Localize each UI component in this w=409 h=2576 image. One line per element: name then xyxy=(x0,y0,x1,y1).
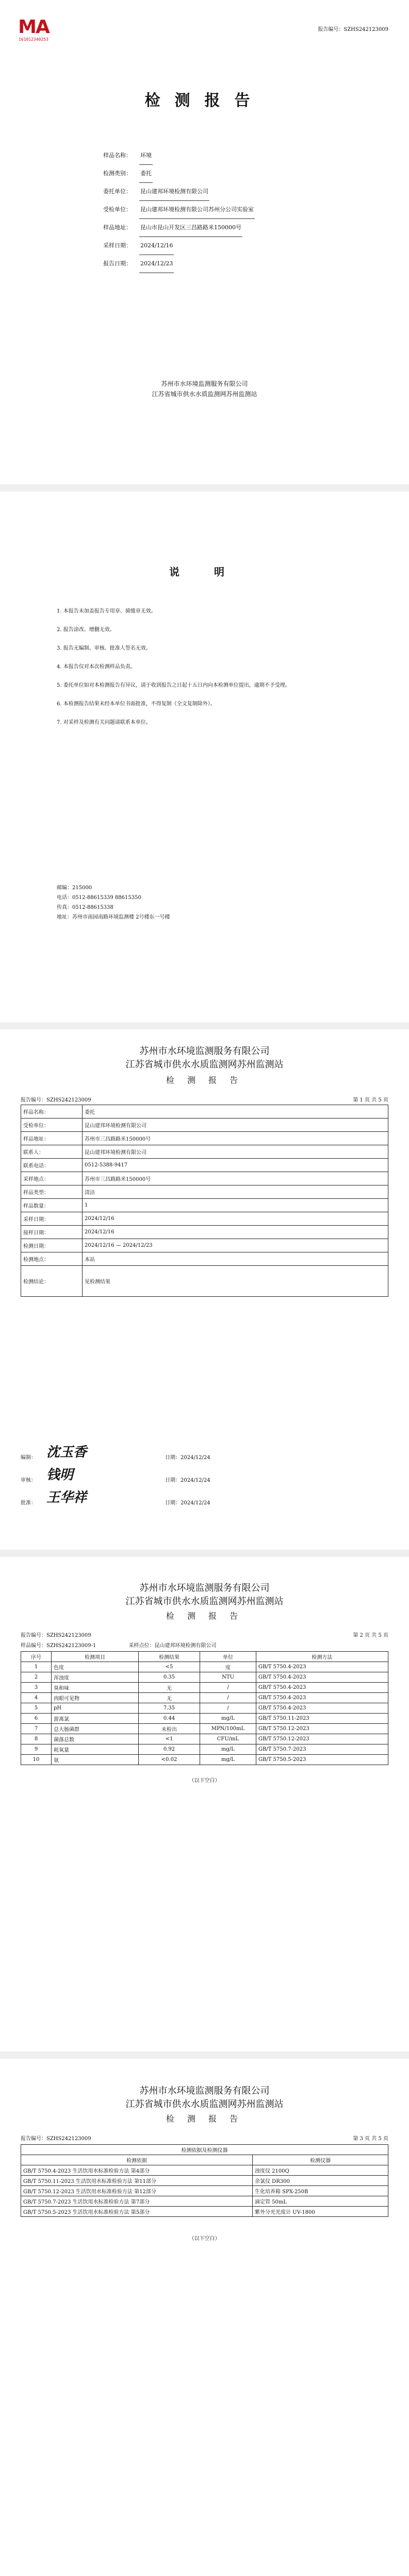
cell-value: 2024/12/16 xyxy=(83,1212,388,1226)
header-cell: 检测仪器 xyxy=(253,2155,388,2165)
info-org-line1: 苏州市水环境监测服务有限公司 xyxy=(139,1046,270,1057)
results-org-line2: 江苏省城市供水水质监测网苏州监测站 xyxy=(125,1596,284,1607)
contact-address: 地址：苏州市南园南路环境监测楼 2号楼东一号楼 xyxy=(57,914,170,920)
methods-table-title: 检测依据及检测仪器 xyxy=(21,2145,388,2155)
info-org-line2: 江苏省城市供水水质监测网苏州监测站 xyxy=(125,1059,284,1070)
cover-title: 检测报告 xyxy=(144,92,265,110)
table-row: 7 总大肠菌群 未检出 MPN/100mL GB/T 5750.12-2023 xyxy=(21,1724,388,1734)
results-org-line1: 苏州市水环境监测服务有限公司 xyxy=(139,1583,270,1594)
info-org-line3: 检 测 报 告 xyxy=(166,1075,243,1085)
results-report-number: 报告编号：SZHS242123009 xyxy=(21,1633,91,1638)
header-cell: 检测项目 xyxy=(52,1652,139,1662)
signature-row: 编制： 沈玉香 日期：2024/12/24 xyxy=(21,1442,388,1464)
table-row xyxy=(21,1185,388,1199)
info-page-number: 第 1 页 共 5 页 xyxy=(353,1097,388,1103)
cover-field: 采样日期： 2024/12/16 xyxy=(103,237,340,255)
table-row xyxy=(21,1159,388,1172)
signature-image: 沈玉香 xyxy=(46,1445,87,1460)
cover-org-line1: 苏州市水环境监测服务有限公司 xyxy=(161,380,248,387)
cover-field: 样品名称： 环境 xyxy=(103,147,340,165)
cma-logo xyxy=(11,18,56,42)
cover-fields xyxy=(103,147,340,273)
table-header xyxy=(21,2155,388,2165)
info-report-number: 报告编号：SZHS242123009 xyxy=(21,1097,91,1103)
cell-value: 0512-5388-9417 xyxy=(83,1159,388,1172)
table-row: 6 游离氯 0.44 mg/L GB/T 5750.11-2023 xyxy=(21,1714,388,1724)
table-row xyxy=(21,1132,388,1145)
header-cell: 序号 xyxy=(21,1652,52,1662)
info-table xyxy=(21,1105,388,1297)
cell-label: 采样日期： xyxy=(21,1212,83,1226)
table-caption-row xyxy=(21,2145,388,2155)
notes-item: 7. 对采样及检测有关问题请联系本单位。 xyxy=(57,720,151,725)
cell-label: 样品名称： xyxy=(21,1105,83,1118)
cover-field: 受检单位： 昆山建邦环境检测有限公司苏州分公司实验室 xyxy=(103,201,340,219)
table-row: GB/T 5750.11-2023 生活饮用水标准检验方法 第11部分 余氯仪 DR300 xyxy=(21,2176,388,2186)
methods-footnote: （以下空白） xyxy=(189,2236,220,2242)
signature-row: 批准： 王华祥 日期：2024/12/24 xyxy=(21,1487,388,1510)
table-row xyxy=(21,1145,388,1159)
page-separator xyxy=(0,1022,409,1029)
table-row xyxy=(21,1118,388,1132)
notes-contact xyxy=(57,883,170,922)
cell-label: 检测日期： xyxy=(21,1239,83,1252)
header-cell: 单位 xyxy=(200,1652,256,1662)
methods-page-number: 第 3 页 共 5 页 xyxy=(353,2136,388,2142)
cell-label: 受检单位： xyxy=(21,1118,83,1132)
notes-item: 2. 报告涂改、增删无效。 xyxy=(57,627,115,633)
table-row: 3 臭和味 无 / GB/T 5750.4-2023 xyxy=(21,1683,388,1693)
methods-table xyxy=(21,2144,388,2217)
results-page xyxy=(0,1557,409,2052)
cma-logo-mark: MA xyxy=(18,16,49,38)
methods-report-number: 报告编号：SZHS242123009 xyxy=(21,2136,91,2142)
notes-item: 1. 本报告未加盖报告专用章、骑缝章无效。 xyxy=(57,608,156,614)
cover-report-number: 报告编号：SZHS242123009 xyxy=(318,27,388,32)
cover-field: 委托单位： 昆山建邦环境检测有限公司 xyxy=(103,183,340,201)
results-org-line3: 检 测 报 告 xyxy=(166,1611,243,1621)
table-row: GB/T 5750.5-2023 生活饮用水标准检验方法 第5部分 紫外分光光度计 UV-1800 xyxy=(21,2207,388,2217)
cell-value: 见检测结果 xyxy=(83,1266,388,1297)
table-row: 8 菌落总数 <1 CFU/mL GB/T 5750.12-2023 xyxy=(21,1734,388,1744)
table-row: 5 pH 7.35 / GB/T 5750.4-2023 xyxy=(21,1703,388,1714)
table-row: GB/T 5750.4-2023 生活饮用水标准检验方法 第4部分 浊度仪 2100Q xyxy=(21,2165,388,2176)
table-row: 9 耗氧量 0.92 mg/L GB/T 5750.7-2023 xyxy=(21,1744,388,1755)
cell-label: 接样日期： xyxy=(21,1226,83,1239)
results-table xyxy=(21,1651,388,1765)
header-cell: 检测依据 xyxy=(21,2155,253,2165)
signature-image: 王华祥 xyxy=(46,1490,87,1505)
cover-field: 检测类别： 委托 xyxy=(103,165,340,183)
table-row xyxy=(21,1266,388,1297)
cell-label: 样品地址： xyxy=(21,1132,83,1145)
table-row xyxy=(21,1239,388,1252)
contact-postcode: 邮编：215000 xyxy=(57,885,92,891)
table-row xyxy=(21,1172,388,1185)
table-row xyxy=(21,1199,388,1212)
cell-value: 苏州市三昌路路米150000号 xyxy=(83,1132,388,1145)
table-row: 4 肉眼可见物 无 / GB/T 5750.4-2023 xyxy=(21,1693,388,1703)
table-row: GB/T 5750.12-2023 生活饮用水标准检验方法 第12部分 生化培养箱 SPX-250B xyxy=(21,2186,388,2196)
cell-value: 2024/12/16 xyxy=(83,1226,388,1239)
cell-value: 1 xyxy=(83,1199,388,1212)
cell-label: 样品数量： xyxy=(21,1199,83,1212)
contact-fax: 传真：0512-88615338 xyxy=(57,905,113,910)
info-page xyxy=(0,1029,409,1550)
results-page-number: 第 2 页 共 5 页 xyxy=(353,1633,388,1638)
signature-row: 审核： 钱明 日期：2024/12/24 xyxy=(21,1464,388,1487)
methods-org-line1: 苏州市水环境监测服务有限公司 xyxy=(139,2086,270,2096)
table-row xyxy=(21,1252,388,1266)
table-row xyxy=(21,1105,388,1118)
page-separator xyxy=(0,1550,409,1557)
notes-list xyxy=(57,602,346,732)
header-cell: 检测方法 xyxy=(256,1652,388,1662)
cell-value: 昆山建邦环境检测有限公司 xyxy=(83,1145,388,1159)
table-row: 1 色度 <5 度 GB/T 5750.4-2023 xyxy=(21,1662,388,1672)
cover-field: 样品地址： 昆山市昆山开发区三昌路路米150000号 xyxy=(103,219,340,237)
cell-label: 检测结论： xyxy=(21,1266,83,1297)
results-sample-line: 样品编号：SZHS242123009-1 采样点位：昆山建邦环境检测有限公司 xyxy=(21,1643,217,1649)
notes-item: 4. 本报告仅对本次检测样品负责。 xyxy=(57,664,136,670)
results-footnote: （以下空白） xyxy=(189,1778,220,1784)
cell-label: 联系电话： xyxy=(21,1159,83,1172)
page-separator xyxy=(0,2052,409,2059)
contact-phone: 电话：0512-88615339 88615350 xyxy=(57,895,141,901)
notes-item: 3. 报告无编制、审核、批准人签名无效。 xyxy=(57,646,151,651)
cell-value: 委托 xyxy=(83,1105,388,1118)
cell-value: 苏州市三昌路路米150000号 xyxy=(83,1172,388,1185)
table-row xyxy=(21,1226,388,1239)
cell-label: 检测地点： xyxy=(21,1252,83,1266)
cover-org-line2: 江苏省城市供水水质监测网苏州监测站 xyxy=(152,391,257,398)
page-separator xyxy=(0,484,409,492)
cell-label: 联系人： xyxy=(21,1145,83,1159)
notes-item: 5. 委托单位如对本检测报告有异议，请于收到报告之日起十五日内向本检测单位提出，逾期不予受理。 xyxy=(57,683,290,688)
table-row: GB/T 5750.7-2023 生活饮用水标准检验方法 第7部分 滴定管 50mL xyxy=(21,2196,388,2207)
methods-org-line3: 检 测 报 告 xyxy=(166,2114,243,2124)
table-row: 2 浑浊度 0.35 NTU GB/T 5750.4-2023 xyxy=(21,1672,388,1683)
table-row: 10 氨 <0.02 mg/L GB/T 5750.5-2023 xyxy=(21,1755,388,1765)
notes-page xyxy=(0,492,409,1022)
cover-page xyxy=(0,0,409,484)
cell-value: 昆山建邦环境检测有限公司 xyxy=(83,1118,388,1132)
signature-image: 钱明 xyxy=(46,1467,74,1483)
cell-value: 2024/12/16 — 2024/12/23 xyxy=(83,1239,388,1252)
notes-item: 6. 本检测报告结果未经本单位书面批准，不得复制（全文复制除外）。 xyxy=(57,701,216,707)
methods-org-line2: 江苏省城市供水水质监测网苏州监测站 xyxy=(125,2099,284,2110)
cell-label: 样品类型： xyxy=(21,1185,83,1199)
table-header xyxy=(21,1652,388,1662)
signature-block xyxy=(21,1442,388,1510)
cover-org xyxy=(0,379,409,399)
cma-logo-number: 161012340253 xyxy=(19,37,48,42)
methods-page xyxy=(0,2059,409,2576)
cell-label: 采样地点： xyxy=(21,1172,83,1185)
cell-value: 本站 xyxy=(83,1252,388,1266)
cell-value: 清洁 xyxy=(83,1185,388,1199)
table-row xyxy=(21,1212,388,1226)
header-cell: 检测结果 xyxy=(139,1652,200,1662)
cover-field: 报告日期： 2024/12/23 xyxy=(103,255,340,273)
notes-title: 说 明 xyxy=(169,566,240,578)
